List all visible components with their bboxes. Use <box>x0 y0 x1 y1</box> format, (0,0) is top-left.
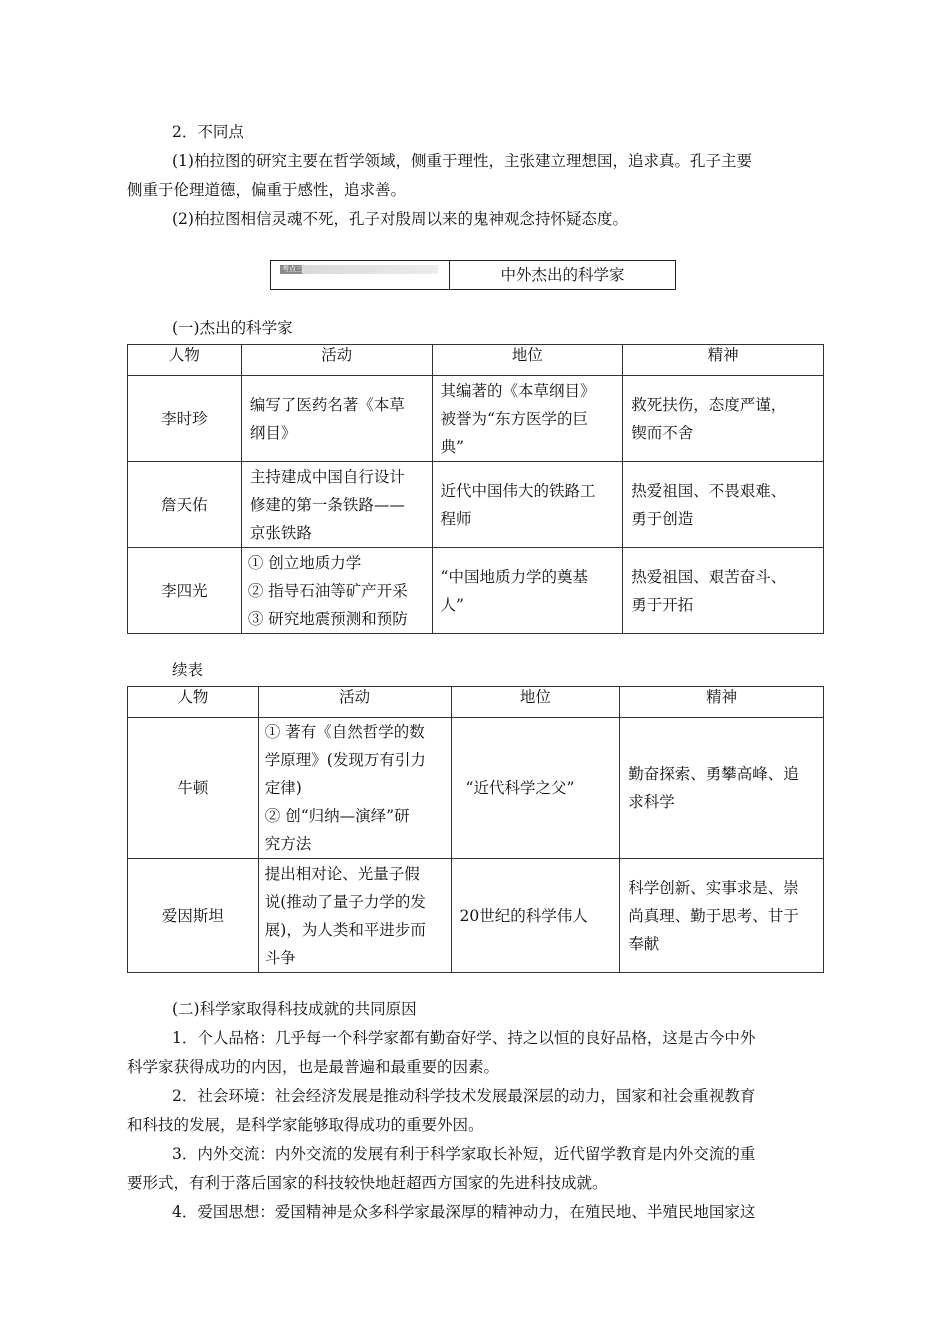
section1-heading: (一)杰出的科学家 <box>172 319 293 337</box>
differences-heading: 2．不同点 <box>172 123 244 141</box>
spirit-cell <box>623 548 824 634</box>
activity-line: 学原理》(发现万有引力 <box>264 751 426 769</box>
header-spirit: 精神 <box>623 345 824 376</box>
activity-line: ② 指导石油等矿产开采 <box>247 581 408 600</box>
activity-line: 纲目》 <box>249 423 297 442</box>
spirit-line: 救死扶伤，态度严谨， <box>631 395 787 414</box>
section2-item3-line2: 要形式，有利于落后国家的科技较快地赶超西方国家的先进科技成就。 <box>127 1174 608 1192</box>
activity-line: ② 创“归纳—演绎”研 <box>264 807 410 825</box>
section2-item1-line1: 1．个人品格：几乎每一个科学家都有勤奋好学、持之以恒的良好品格，这是古今中外 <box>172 1029 756 1047</box>
status-cell <box>432 548 623 634</box>
activity-line: 定律) <box>264 779 302 797</box>
spirit-line: 锲而不舍 <box>631 423 694 442</box>
spirit-line: 热爱祖国、不畏艰难、 <box>631 481 787 500</box>
section2-item1-line2: 科学家获得成功的内因，也是最普遍和最重要的因素。 <box>127 1058 500 1076</box>
person-name: 爱因斯坦 <box>128 859 259 973</box>
table-row <box>128 548 824 634</box>
status-line: “近代科学之父” <box>465 779 575 797</box>
topic-tag-label: 考点三 <box>282 265 303 273</box>
spirit-cell <box>623 462 824 548</box>
header-status: 地位 <box>432 345 623 376</box>
activity-line: 京张铁路 <box>249 523 312 542</box>
activity-line: 修建的第一条铁路—— <box>249 495 405 514</box>
person-name: 李四光 <box>128 548 242 634</box>
status-line: 人” <box>440 595 464 614</box>
header-activity: 活动 <box>241 345 432 376</box>
activity-line: 主持建成中国自行设计 <box>249 467 405 486</box>
activity-line: ① 创立地质力学 <box>247 553 362 572</box>
table-row <box>128 718 824 859</box>
table-header-row <box>128 687 824 718</box>
spirit-line: 求科学 <box>628 793 675 811</box>
person-name: 詹天佑 <box>128 462 242 548</box>
status-line: “中国地质力学的奠基 <box>440 567 588 586</box>
topic-title: 中外杰出的科学家 <box>500 266 625 284</box>
section2-heading: (二)科学家取得科技成就的共同原因 <box>172 1000 417 1018</box>
section2-item3-line1: 3．内外交流：内外交流的发展有利于科学家取长补短，近代留学教育是内外交流的重 <box>172 1145 756 1163</box>
spirit-cell <box>620 859 824 973</box>
topic-banner <box>270 260 676 290</box>
activity-cell <box>241 462 432 548</box>
status-line: 20世纪的科学伟人 <box>459 906 588 925</box>
activity-cell <box>241 376 432 462</box>
header-person: 人物 <box>128 345 242 376</box>
spirit-line: 勤奋探索、勇攀高峰、追 <box>628 765 799 783</box>
spirit-line: 勇于开拓 <box>631 595 694 614</box>
activity-line: ① 著有《自然哲学的数 <box>264 723 425 741</box>
scientists-table-continued <box>127 686 824 973</box>
table-row <box>128 376 824 462</box>
activity-cell <box>258 859 451 973</box>
continued-label: 续表 <box>172 661 204 679</box>
header-activity: 活动 <box>258 687 451 718</box>
status-cell <box>451 859 620 973</box>
spirit-line: 尚真理、勤于思考、甘于 <box>628 906 799 925</box>
topic-tag-cell <box>271 261 450 289</box>
activity-line: 说(推动了量子力学的发 <box>264 892 426 911</box>
section2-item2-line2: 和科技的发展，是科学家能够取得成功的重要外因。 <box>127 1116 484 1134</box>
spirit-cell <box>623 376 824 462</box>
differences-p2: (2)柏拉图相信灵魂不死，孔子对殷周以来的鬼神观念持怀疑态度。 <box>172 210 628 228</box>
spirit-cell <box>620 718 824 859</box>
activity-cell <box>241 548 432 634</box>
activity-line: 斗争 <box>264 948 296 967</box>
activity-cell <box>258 718 451 859</box>
topic-tag <box>280 265 438 274</box>
table-row <box>128 462 824 548</box>
spirit-line: 奉献 <box>628 934 660 953</box>
section2-item4-line1: 4．爱国思想：爱国精神是众多科学家最深厚的精神动力，在殖民地、半殖民地国家这 <box>172 1203 756 1221</box>
differences-p1-line1: (1)柏拉图的研究主要在哲学领域，侧重于理性，主张建立理想国，追求真。孔子主要 <box>172 152 752 170</box>
activity-line: ③ 研究地震预测和预防 <box>247 609 408 628</box>
person-name: 李时珍 <box>128 376 242 462</box>
table-row <box>128 859 824 973</box>
header-spirit: 精神 <box>620 687 824 718</box>
status-line: 典” <box>440 437 464 456</box>
header-status: 地位 <box>451 687 620 718</box>
activity-line: 提出相对论、光量子假 <box>264 864 420 883</box>
activity-line: 编写了医药名著《本草 <box>249 395 405 414</box>
status-line: 近代中国伟大的铁路工 <box>440 481 596 500</box>
status-line: 被誉为“东方医学的巨 <box>440 409 588 428</box>
status-line: 其编著的《本草纲目》 <box>440 381 596 400</box>
header-person: 人物 <box>128 687 259 718</box>
spirit-line: 热爱祖国、艰苦奋斗、 <box>631 567 787 586</box>
status-line: 程师 <box>440 509 472 528</box>
spirit-line: 科学创新、实事求是、崇 <box>628 878 799 897</box>
status-cell <box>451 718 620 859</box>
status-cell <box>432 376 623 462</box>
status-cell <box>432 462 623 548</box>
scientists-table <box>127 344 824 634</box>
section2-item2-line1: 2．社会环境：社会经济发展是推动科学技术发展最深层的动力，国家和社会重视教育 <box>172 1087 756 1105</box>
differences-p1-line2: 侧重于伦理道德，偏重于感性，追求善。 <box>127 181 407 199</box>
table-header-row <box>128 345 824 376</box>
activity-line: 展)，为人类和平进步而 <box>264 920 426 939</box>
person-name: 牛顿 <box>128 718 259 859</box>
spirit-line: 勇于创造 <box>631 509 694 528</box>
activity-line: 究方法 <box>264 835 312 853</box>
